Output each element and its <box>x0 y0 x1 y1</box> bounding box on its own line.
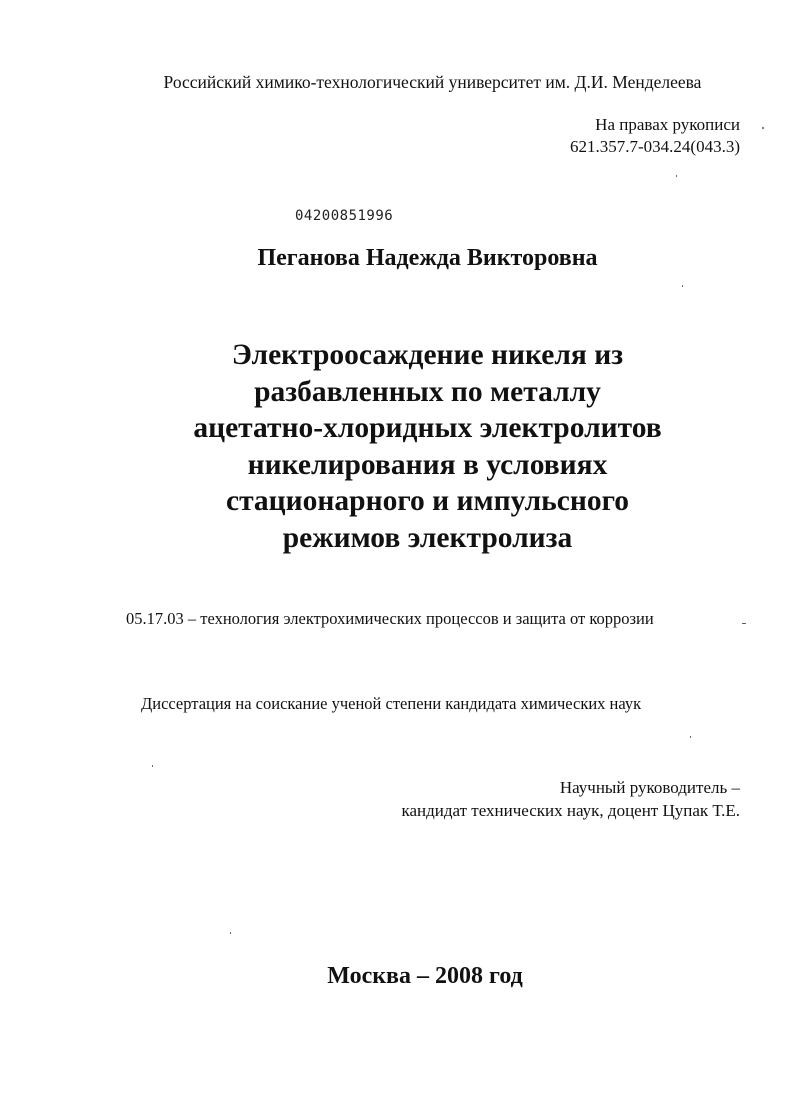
scan-speck <box>152 765 153 767</box>
udc-code: 621.357.7-034.24(043.3) <box>570 137 740 156</box>
title-line: ацетатно-хлоридных электролитов <box>193 412 662 444</box>
supervisor-name: кандидат технических наук, доцент Цупак Т.Е. <box>401 801 740 820</box>
title-line: никелирования в условиях <box>247 448 608 481</box>
dissertation-degree: Диссертация на соискание ученой степени кандидата химических наук <box>141 694 642 713</box>
author-name: Пеганова Надежда Викторовна <box>257 245 598 271</box>
rights-block <box>570 114 740 158</box>
title-line: режимов электролиза <box>282 521 573 554</box>
scan-speck <box>690 736 691 738</box>
scan-speck <box>682 285 683 287</box>
scan-speck <box>230 932 231 934</box>
city-year: Москва – 2008 год <box>327 963 523 989</box>
scan-speck <box>742 623 746 624</box>
scan-speck <box>762 127 764 129</box>
title-line: стационарного и импульсного <box>225 485 629 517</box>
title-line: разбавленных по металлу <box>254 375 601 408</box>
supervisor-block <box>401 776 740 822</box>
rights-note: На правах рукописи <box>595 115 740 134</box>
university-name: Российский химико-технологический университет им. Д.И. Менделеева <box>163 72 702 92</box>
title-line: Электроосаждение никеля из <box>231 339 624 371</box>
supervisor-role: Научный руководитель – <box>559 778 740 797</box>
specialty-code: 05.17.03 – технология электрохимических процессов и защита от коррозии <box>126 609 654 628</box>
scan-speck <box>676 175 677 177</box>
document-number: 04200851996 <box>295 208 394 224</box>
dissertation-title <box>0 337 795 556</box>
